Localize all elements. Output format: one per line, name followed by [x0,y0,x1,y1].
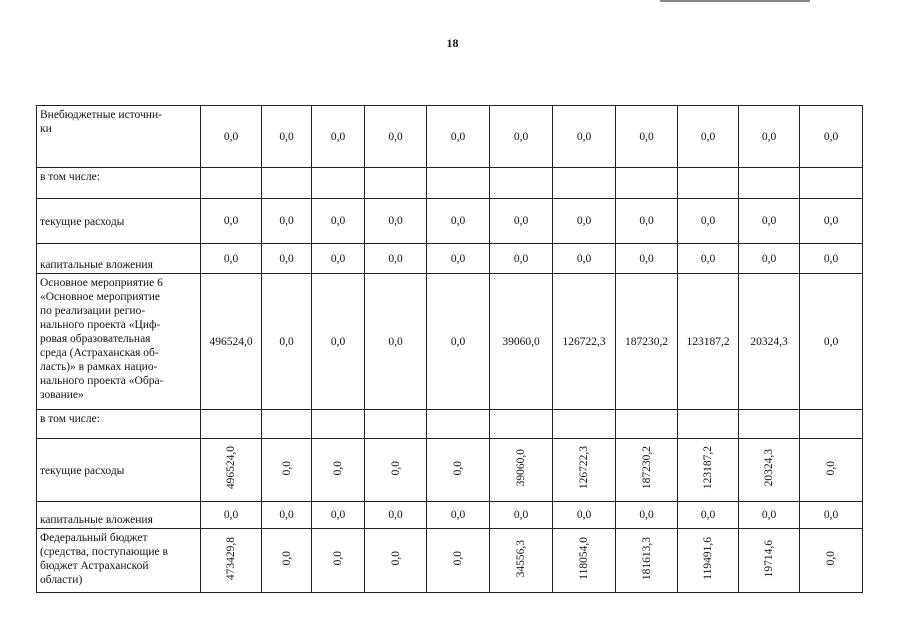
value-cell [201,529,262,593]
value-cell: 0,0 [365,199,427,244]
value-cell: 0,0 [262,502,312,529]
value-cell: 0,0 [312,244,365,274]
value-cell: 0,0 [553,106,616,168]
value-cell: 0,0 [616,502,678,529]
row-label: в том числе: [37,168,201,199]
value-cell [490,410,553,439]
value-text: 181613,3 [640,536,653,581]
value-cell: 0,0 [553,502,616,529]
table-row [37,106,863,168]
value-cell: 0,0 [201,106,262,168]
value-cell [800,410,863,439]
value-cell: 0,0 [800,502,863,529]
value-cell: 0,0 [490,244,553,274]
value-cell: 0,0 [616,199,678,244]
value-cell [553,168,616,199]
value-cell: 0,0 [312,274,365,410]
table-row [37,529,863,593]
value-cell [201,439,262,502]
value-cell: 126722,3 [553,274,616,410]
value-cell [490,439,553,502]
table-row [37,410,863,439]
value-text: 496524,0 [225,446,237,490]
row-label: текущие расходы [37,199,201,244]
row-label: капитальные вложения [37,244,201,274]
value-cell [490,168,553,199]
value-cell [312,410,365,439]
value-text: 19714,6 [763,539,775,578]
value-cell [201,410,262,439]
value-cell [262,168,312,199]
value-cell [678,439,739,502]
value-cell [427,439,490,502]
value-cell: 0,0 [201,199,262,244]
value-cell: 0,0 [312,502,365,529]
value-cell [678,168,739,199]
value-cell: 0,0 [678,199,739,244]
value-cell [553,410,616,439]
value-cell [678,529,739,593]
value-cell: 0,0 [678,244,739,274]
value-cell: 0,0 [553,199,616,244]
table-row [37,199,863,244]
value-cell: 0,0 [427,106,490,168]
row-label: капитальные вложения [37,502,201,529]
value-cell [616,529,678,593]
value-cell [739,168,800,199]
value-cell: 0,0 [739,244,800,274]
value-cell: 0,0 [490,106,553,168]
value-cell [262,439,312,502]
value-cell [365,439,427,502]
value-text: 187230,2 [640,446,653,490]
value-cell: 20324,3 [739,274,800,410]
value-cell: 0,0 [365,274,427,410]
value-cell [490,529,553,593]
value-cell: 123187,2 [678,274,739,410]
row-label: Основное мероприятие 6 «Основное мероприятие по реализации регио- нального проекта «Циф- ровая образовательная среда (Астраханская об- ласть)» в рамках нацио- нального проекта «Обра- зование» [37,274,201,410]
value-text: 119491,6 [702,537,714,580]
value-cell [262,529,312,593]
value-cell: 0,0 [739,106,800,168]
value-text: 118054,0 [578,537,590,580]
value-text: 0,0 [280,460,293,476]
value-cell: 0,0 [201,244,262,274]
value-text: 0,0 [389,460,402,476]
value-cell [739,410,800,439]
value-text: 0,0 [332,551,344,566]
value-cell [800,168,863,199]
value-text: 126722,3 [578,446,590,490]
value-cell [365,410,427,439]
value-cell [616,439,678,502]
value-text: 34556,3 [515,539,527,578]
value-cell [201,168,262,199]
row-label: текущие расходы [37,439,201,502]
value-cell: 0,0 [800,244,863,274]
value-cell [365,168,427,199]
value-cell: 0,0 [800,106,863,168]
budget-table [36,105,863,593]
value-cell [365,529,427,593]
value-cell: 0,0 [312,106,365,168]
value-text: 473429,8 [225,536,237,581]
value-cell: 0,0 [201,502,262,529]
value-cell [553,439,616,502]
value-cell [262,410,312,439]
value-cell: 0,0 [312,199,365,244]
value-cell: 0,0 [427,274,490,410]
value-cell: 0,0 [739,199,800,244]
value-cell: 0,0 [739,502,800,529]
value-cell [312,529,365,593]
value-cell: 0,0 [262,244,312,274]
value-cell [739,529,800,593]
row-label: Внебюджетные источни- ки [37,106,201,168]
row-label: Федеральный бюджет (средства, поступающие в бюджет Астраханской области) [37,529,201,593]
value-cell [312,439,365,502]
table-row [37,274,863,410]
value-cell: 0,0 [365,106,427,168]
value-cell: 0,0 [490,199,553,244]
value-cell: 0,0 [427,244,490,274]
value-cell [616,410,678,439]
value-text: 0,0 [280,551,293,566]
value-cell [427,168,490,199]
value-cell: 496524,0 [201,274,262,410]
table-row [37,502,863,529]
value-text: 0,0 [452,460,464,476]
value-cell [312,168,365,199]
value-cell: 0,0 [553,244,616,274]
value-cell [800,439,863,502]
value-cell: 39060,0 [490,274,553,410]
value-text: 39060,0 [515,449,527,487]
value-cell [800,529,863,593]
value-cell: 0,0 [800,199,863,244]
value-cell: 0,0 [262,106,312,168]
value-cell [739,439,800,502]
value-cell: 0,0 [427,199,490,244]
value-cell: 0,0 [262,274,312,410]
value-text: 123187,2 [702,446,714,490]
value-cell: 0,0 [427,502,490,529]
value-text: 20324,3 [763,449,775,487]
value-cell: 0,0 [616,106,678,168]
value-text: 0,0 [825,460,837,476]
value-cell: 0,0 [678,502,739,529]
value-text: 0,0 [452,551,464,566]
value-text: 0,0 [825,551,837,566]
value-cell [427,529,490,593]
value-cell [553,529,616,593]
value-cell: 0,0 [678,106,739,168]
value-cell: 0,0 [800,274,863,410]
row-label: в том числе: [37,410,201,439]
value-cell: 0,0 [262,199,312,244]
top-edge-line [660,0,810,2]
value-cell [427,410,490,439]
value-cell: 0,0 [365,244,427,274]
value-cell: 0,0 [616,244,678,274]
value-cell [678,410,739,439]
page-number: 18 [446,36,459,50]
value-cell: 187230,2 [616,274,678,410]
table-row [37,439,863,502]
table-row [37,168,863,199]
table-row [37,244,863,274]
value-cell [616,168,678,199]
value-cell: 0,0 [490,502,553,529]
value-text: 0,0 [389,551,402,566]
value-text: 0,0 [332,460,344,476]
value-cell: 0,0 [365,502,427,529]
